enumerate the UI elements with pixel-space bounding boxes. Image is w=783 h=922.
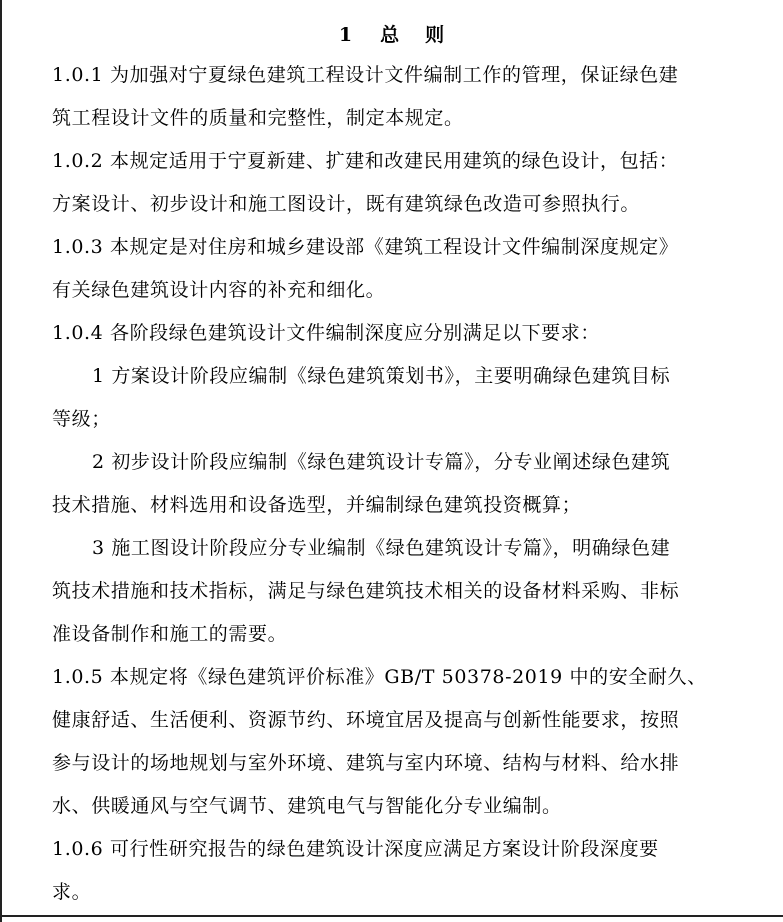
clause-1-0-5-line-1: 1.0.5 本规定将《绿色建筑评价标准》GB/T 50378-2019 中的安全耐久、	[52, 666, 707, 688]
clause-1-0-1-line-1: 1.0.1 为加强对宁夏绿色建筑工程设计文件编制工作的管理，保证绿色建	[52, 64, 679, 86]
item-2-line-2: 技术措施、材料选用和设备选型，并编制绿色建筑投资概算；	[52, 494, 582, 516]
clause-1-0-1-line-2: 筑工程设计文件的质量和完整性，制定本规定。	[52, 107, 464, 129]
item-3-line-3: 准设备制作和施工的需要。	[52, 623, 288, 645]
clause-1-0-5-line-3: 参与设计的场地规划与室外环境、建筑与室内环境、结构与材料、给水排	[52, 752, 680, 774]
page-left-border	[0, 0, 2, 922]
item-2-line-1: 2 初步设计阶段应编制《绿色建筑设计专篇》，分专业阐述绿色建筑	[92, 451, 671, 473]
section-number: 1	[338, 24, 353, 46]
section-heading	[0, 20, 783, 47]
section-title-char-2: 则	[425, 24, 445, 46]
clause-1-0-5-line-4: 水、供暖通风与空气调节、建筑电气与智能化分专业编制。	[52, 795, 562, 817]
clause-1-0-5-line-2: 健康舒适、生活便利、资源节约、环境宜居及提高与创新性能要求，按照	[52, 709, 680, 731]
item-1-line-2: 等级；	[52, 408, 111, 430]
clause-1-0-6-line-1: 1.0.6 可行性研究报告的绿色建筑设计深度应满足方案设计阶段深度要	[52, 838, 659, 860]
clause-1-0-3-line-2: 有关绿色建筑设计内容的补充和细化。	[52, 279, 386, 301]
section-title-char-1: 总	[380, 24, 400, 46]
clause-1-0-6-line-2: 求。	[52, 881, 92, 903]
item-1-line-1: 1 方案设计阶段应编制《绿色建筑策划书》，主要明确绿色建筑目标	[92, 365, 671, 387]
clause-1-0-4-line-1: 1.0.4 各阶段绿色建筑设计文件编制深度应分别满足以下要求：	[52, 322, 600, 344]
item-3-line-1: 3 施工图设计阶段应分专业编制《绿色建筑设计专篇》，明确绿色建	[92, 537, 671, 559]
clause-1-0-3-line-1: 1.0.3 本规定是对住房和城乡建设部《建筑工程设计文件编制深度规定》	[52, 236, 679, 258]
clause-1-0-2-line-1: 1.0.2 本规定适用于宁夏新建、扩建和改建民用建筑的绿色设计，包括：	[52, 150, 679, 172]
item-3-line-2: 筑技术措施和技术指标，满足与绿色建筑技术相关的设备材料采购、非标	[52, 580, 680, 602]
page-bottom-border	[0, 915, 783, 917]
clause-1-0-2-line-2: 方案设计、初步设计和施工图设计，既有建筑绿色改造可参照执行。	[52, 193, 641, 215]
